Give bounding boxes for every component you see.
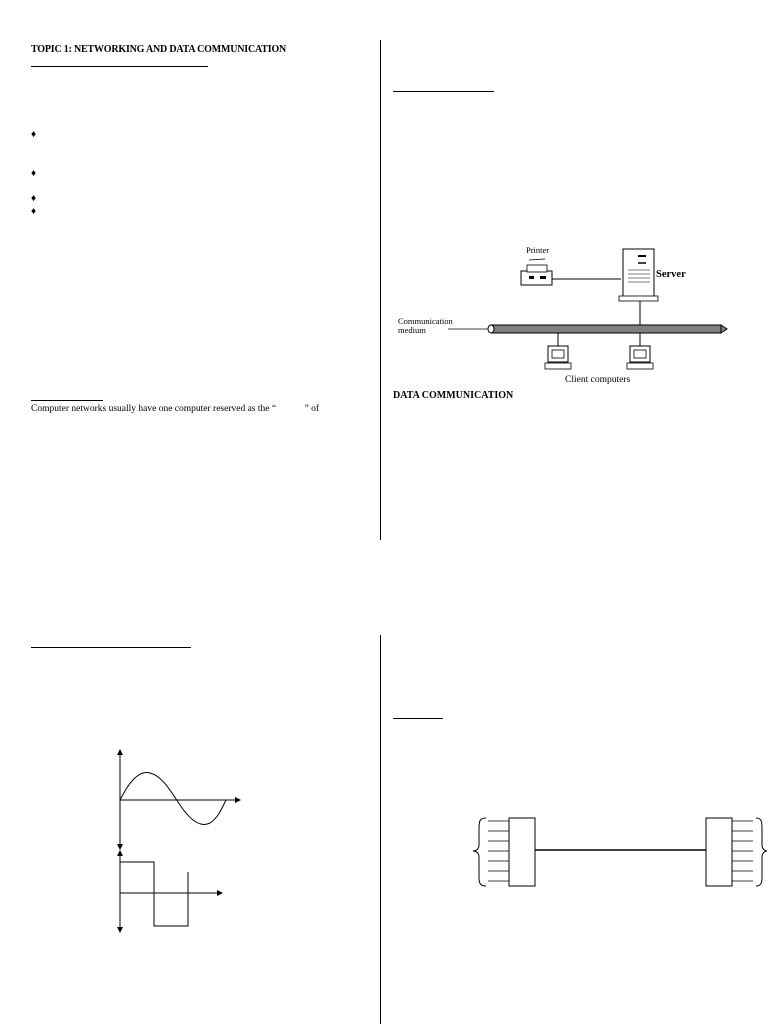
medium-label-line2: medium	[398, 325, 426, 335]
server-label: Server	[656, 269, 686, 280]
network-paragraph: Computer networks usually have one computer reserved as the “ ” of	[31, 404, 320, 414]
sender-device-box	[509, 818, 535, 886]
bullet-3: ♦	[31, 193, 37, 204]
bullet-2: ♦	[31, 168, 37, 179]
printer-label: Printer	[526, 245, 550, 255]
medium-label-line1: Communication	[398, 316, 453, 326]
receiver-device-box	[706, 818, 732, 886]
bullet-4: ♦	[31, 206, 37, 217]
bullet-1: ♦	[31, 129, 37, 140]
clients-label: Client computers	[565, 375, 631, 385]
page-title: TOPIC 1: NETWORKING AND DATA COMMUNICATION	[31, 44, 287, 55]
data-communication-heading: DATA COMMUNICATION	[393, 390, 514, 401]
